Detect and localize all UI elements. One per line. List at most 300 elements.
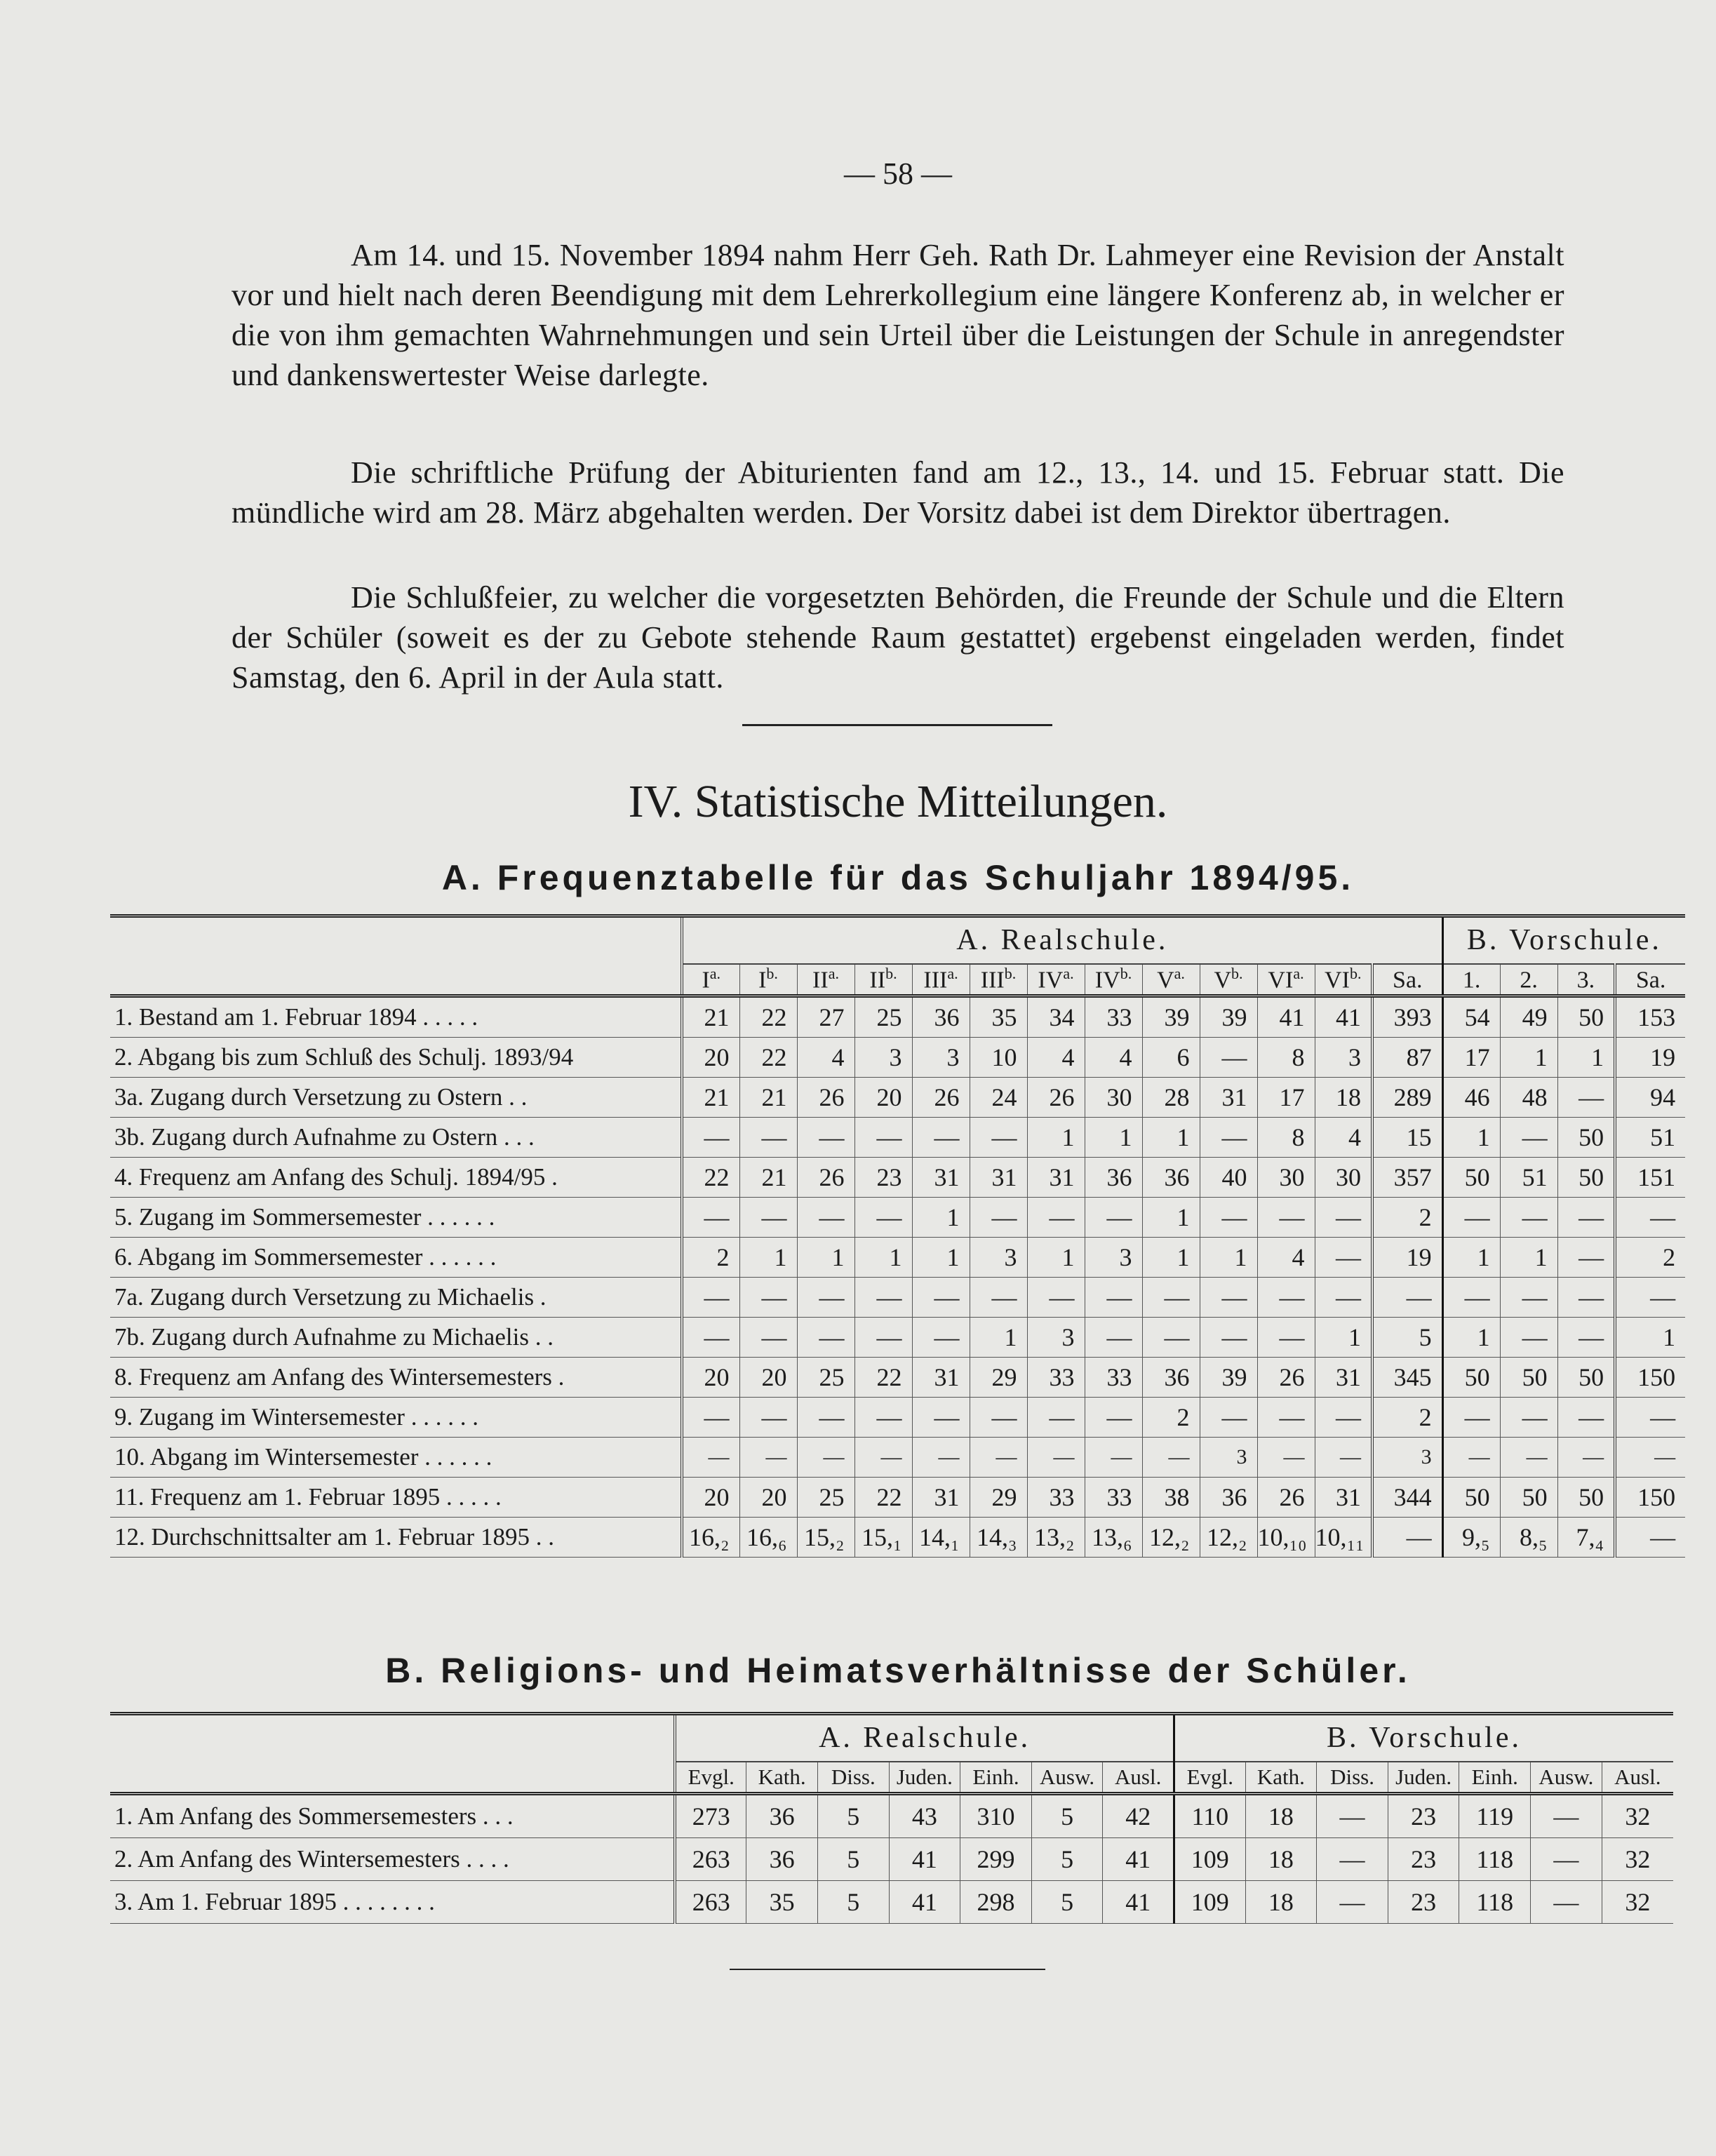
column-header-sup: a. <box>1174 965 1185 983</box>
table-cell: 50 <box>1557 1358 1615 1398</box>
table-cell: 31 <box>1315 1478 1372 1518</box>
table-cell: — <box>1557 1318 1615 1358</box>
column-header-base: I <box>702 967 710 993</box>
table-cell: — <box>1200 1198 1257 1238</box>
table-cell: — <box>797 1198 854 1238</box>
separator-rule <box>730 1969 1045 1970</box>
row-label: 1. Bestand am 1. Februar 1894 . . . . . <box>110 996 682 1038</box>
table-cell: 1 <box>1442 1238 1500 1278</box>
table-cell: 29 <box>970 1478 1027 1518</box>
table-cell: 26 <box>1027 1078 1085 1118</box>
table-cell: — <box>1557 1398 1615 1438</box>
table-cell: 41 <box>889 1838 960 1881</box>
table-cell: — <box>1557 1278 1615 1318</box>
table-cell: — <box>797 1398 854 1438</box>
table-cell: 118 <box>1459 1881 1531 1924</box>
table-a-title: A. Frequenztabelle für das Schuljahr 1894/95. <box>441 858 1355 897</box>
table-cell: — <box>682 1278 739 1318</box>
table-cell: 151 <box>1615 1158 1685 1198</box>
table-cell: 31 <box>1200 1078 1257 1118</box>
religion-table <box>110 1712 1673 1924</box>
table-cell: — <box>854 1398 912 1438</box>
table-cell: — <box>739 1118 797 1158</box>
table-cell: — <box>1500 1198 1557 1238</box>
table-cell: — <box>1500 1438 1557 1478</box>
table-cell: — <box>739 1318 797 1358</box>
table-row <box>110 1881 1673 1924</box>
table-cell: 16,₆ <box>739 1518 797 1558</box>
column-header <box>1500 964 1557 996</box>
column-header <box>1142 964 1200 996</box>
table-cell: 10,₁₀ <box>1257 1518 1315 1558</box>
table-cell: 150 <box>1615 1478 1685 1518</box>
column-header <box>1372 964 1442 996</box>
table-cell: — <box>1027 1398 1085 1438</box>
table-cell: — <box>854 1118 912 1158</box>
table-cell: 33 <box>1027 1478 1085 1518</box>
table-cell: — <box>1531 1881 1602 1924</box>
table-cell: — <box>970 1198 1027 1238</box>
table-cell: — <box>1615 1198 1685 1238</box>
table-cell: — <box>1557 1438 1615 1478</box>
table-cell: — <box>854 1318 912 1358</box>
column-header-sup: b. <box>1004 965 1017 983</box>
table-cell: 31 <box>912 1358 970 1398</box>
column-header-sup: a. <box>947 965 958 983</box>
table-cell: 21 <box>739 1158 797 1198</box>
column-header: Juden. <box>1388 1762 1459 1794</box>
table-cell: 50 <box>1557 996 1615 1038</box>
table-cell: 119 <box>1459 1794 1531 1838</box>
column-header-base: III <box>980 967 1005 993</box>
table-cell: 42 <box>1103 1794 1174 1838</box>
table-cell: — <box>1085 1398 1142 1438</box>
column-header-sup: a. <box>709 965 721 983</box>
table-cell: 1 <box>739 1238 797 1278</box>
table-cell: 5 <box>1031 1794 1103 1838</box>
table-cell: 17 <box>1442 1038 1500 1078</box>
table-cell: 31 <box>912 1478 970 1518</box>
table-cell: — <box>1315 1438 1372 1478</box>
table-cell: 344 <box>1372 1478 1442 1518</box>
table-cell: 39 <box>1200 1358 1257 1398</box>
table-cell: — <box>682 1198 739 1238</box>
table-cell: 41 <box>889 1881 960 1924</box>
table-cell: — <box>1442 1438 1500 1478</box>
table-cell: — <box>739 1398 797 1438</box>
table-cell: 39 <box>1200 996 1257 1038</box>
table-cell: 12,₂ <box>1142 1518 1200 1558</box>
paragraph-revision: Am 14. und 15. November 1894 nahm Herr Geh. Rath Dr. Lahmeyer eine Revision der Anstalt vor und hielt nach deren Beendigung mit dem Lehrerkollegium eine längere Konferenz ab, in welcher er die von ihm gemachten Wahrnehmungen und sein Urteil über die Leistungen der Schule in anregendster und dankenswertester Weise darlegte. <box>232 238 1564 392</box>
column-header-sup: b. <box>766 965 778 983</box>
table-cell: — <box>1317 1838 1388 1881</box>
table-cell: — <box>970 1118 1027 1158</box>
column-header-base: 2. <box>1520 967 1538 993</box>
table-cell: 109 <box>1174 1881 1246 1924</box>
table-cell: 263 <box>675 1881 746 1924</box>
frequency-table <box>110 914 1685 1558</box>
row-label: 2. Am Anfang des Wintersemesters . . . . <box>110 1838 675 1881</box>
row-label: 9. Zugang im Wintersemester . . . . . . <box>110 1398 682 1438</box>
table-cell: 289 <box>1372 1078 1442 1118</box>
table-cell: 14,₃ <box>970 1518 1027 1558</box>
table-cell: 50 <box>1557 1118 1615 1158</box>
table-cell: 30 <box>1315 1158 1372 1198</box>
label-header <box>110 916 682 996</box>
table-cell: 23 <box>1388 1838 1459 1881</box>
table-row <box>110 1518 1685 1558</box>
table-cell: — <box>1142 1278 1200 1318</box>
column-header-base: 1. <box>1462 967 1481 993</box>
table-cell: 1 <box>1085 1118 1142 1158</box>
table-cell: 345 <box>1372 1358 1442 1398</box>
table-cell: 118 <box>1459 1838 1531 1881</box>
table-cell: — <box>1257 1398 1315 1438</box>
table-cell: 3 <box>1372 1438 1442 1478</box>
table-cell: 20 <box>739 1358 797 1398</box>
table-cell: 298 <box>960 1881 1032 1924</box>
row-label: 12. Durchschnittsalter am 1. Februar 1895 . . <box>110 1518 682 1558</box>
table-cell: 310 <box>960 1794 1032 1838</box>
table-cell: — <box>1257 1438 1315 1478</box>
column-header-base: IV <box>1094 967 1120 993</box>
table-cell: — <box>1372 1278 1442 1318</box>
column-header-sup: a. <box>1293 965 1304 983</box>
row-label: 10. Abgang im Wintersemester . . . . . . <box>110 1438 682 1478</box>
table-cell: 20 <box>682 1478 739 1518</box>
column-header <box>1615 964 1685 996</box>
table-cell: 5 <box>1031 1838 1103 1881</box>
group-header-vorschule: B. Vorschule. <box>1174 1714 1674 1762</box>
column-header-base: II <box>812 967 829 993</box>
table-cell: 39 <box>1142 996 1200 1038</box>
table-cell: 35 <box>970 996 1027 1038</box>
table-cell: — <box>1372 1518 1442 1558</box>
column-header: Ausl. <box>1103 1762 1174 1794</box>
column-header <box>1315 964 1372 996</box>
table-cell: 10,₁₁ <box>1315 1518 1372 1558</box>
table-cell: 1 <box>1142 1238 1200 1278</box>
table-cell: 43 <box>889 1794 960 1838</box>
table-cell: 24 <box>970 1078 1027 1118</box>
table-cell: 1 <box>797 1238 854 1278</box>
table-cell: 5 <box>1031 1881 1103 1924</box>
table-row <box>110 1278 1685 1318</box>
table-cell: 18 <box>1245 1838 1317 1881</box>
table-cell: — <box>970 1278 1027 1318</box>
paragraph-closing-ceremony: Die Schlußfeier, zu welcher die vorgesetzten Behörden, die Freunde der Schule und die Eltern der Schüler (soweit es der zu Gebote stehende Raum gestattet) ergebenst eingeladen werden, findet Samstag, den 6. April in der Aula statt. <box>232 580 1564 695</box>
column-header-sup: b. <box>885 965 897 983</box>
table-cell: 1 <box>1142 1118 1200 1158</box>
table-row <box>110 1318 1685 1358</box>
table-cell: — <box>682 1398 739 1438</box>
table-cell: — <box>1315 1278 1372 1318</box>
table-row <box>110 1158 1685 1198</box>
row-label: 11. Frequenz am 1. Februar 1895 . . . . . <box>110 1478 682 1518</box>
table-cell: 2 <box>682 1238 739 1278</box>
table-cell: 18 <box>1245 1881 1317 1924</box>
table-cell: 5 <box>817 1881 889 1924</box>
table-cell: — <box>1142 1438 1200 1478</box>
table-cell: 49 <box>1500 996 1557 1038</box>
table-row <box>110 1478 1685 1518</box>
table-cell: 1 <box>1442 1118 1500 1158</box>
row-label: 7b. Zugang durch Aufnahme zu Michaelis . . <box>110 1318 682 1358</box>
table-cell: 3 <box>1027 1318 1085 1358</box>
table-cell: 36 <box>1142 1358 1200 1398</box>
column-header-sup: a. <box>1063 965 1074 983</box>
column-header <box>739 964 797 996</box>
table-cell: — <box>1027 1278 1085 1318</box>
table-cell: 18 <box>1245 1794 1317 1838</box>
table-cell: — <box>797 1318 854 1358</box>
row-label: 8. Frequenz am Anfang des Wintersemesters . <box>110 1358 682 1398</box>
table-cell: — <box>1500 1318 1557 1358</box>
table-cell: 28 <box>1142 1078 1200 1118</box>
table-cell: 17 <box>1257 1078 1315 1118</box>
table-cell: 8,₅ <box>1500 1518 1557 1558</box>
table-cell: 50 <box>1500 1358 1557 1398</box>
table-cell: 35 <box>746 1881 818 1924</box>
table-cell: 393 <box>1372 996 1442 1038</box>
table-cell: 1 <box>1315 1318 1372 1358</box>
table-cell: 1 <box>1500 1238 1557 1278</box>
table-row <box>110 1198 1685 1238</box>
table-cell: — <box>1615 1398 1685 1438</box>
table-cell: 30 <box>1085 1078 1142 1118</box>
column-header <box>682 964 739 996</box>
table-cell: 2 <box>1372 1198 1442 1238</box>
table-cell: 33 <box>1027 1358 1085 1398</box>
table-cell: 23 <box>1388 1881 1459 1924</box>
table-cell: — <box>797 1278 854 1318</box>
table-cell: 36 <box>746 1794 818 1838</box>
table-cell: 21 <box>739 1078 797 1118</box>
column-header: Ausl. <box>1602 1762 1673 1794</box>
table-cell: — <box>1085 1198 1142 1238</box>
table-row <box>110 1078 1685 1118</box>
table-cell: 299 <box>960 1838 1032 1881</box>
table-cell: — <box>912 1398 970 1438</box>
table-cell: 1 <box>1142 1198 1200 1238</box>
table-cell: 22 <box>739 996 797 1038</box>
table-cell: — <box>1085 1318 1142 1358</box>
column-header: Einh. <box>960 1762 1032 1794</box>
table-cell: 22 <box>854 1358 912 1398</box>
table-cell: — <box>912 1278 970 1318</box>
row-label: 3a. Zugang durch Versetzung zu Ostern . . <box>110 1078 682 1118</box>
table-cell: 50 <box>1500 1478 1557 1518</box>
column-header: Kath. <box>746 1762 818 1794</box>
column-header: Ausw. <box>1031 1762 1103 1794</box>
table-cell: 1 <box>1615 1318 1685 1358</box>
table-row <box>110 1358 1685 1398</box>
table-cell: 3 <box>1200 1438 1257 1478</box>
column-header-base: II <box>869 967 886 993</box>
group-header-vorschule: B. Vorschule. <box>1442 916 1685 964</box>
table-cell: — <box>970 1438 1027 1478</box>
column-header <box>854 964 912 996</box>
table-cell: 36 <box>1085 1158 1142 1198</box>
group-header-realschule: A. Realschule. <box>682 916 1442 964</box>
table-row <box>110 1794 1673 1838</box>
table-row <box>110 1838 1673 1881</box>
row-label: 7a. Zugang durch Versetzung zu Michaelis . <box>110 1278 682 1318</box>
table-cell: 14,₁ <box>912 1518 970 1558</box>
table-cell: 22 <box>854 1478 912 1518</box>
table-cell: — <box>912 1118 970 1158</box>
table-cell: — <box>912 1318 970 1358</box>
paragraph-exam: Die schriftliche Prüfung der Abiturienten fand am 12., 13., 14. und 15. Februar statt. Die mündliche wird am 28. März abgehalten werden. Der Vorsitz dabei ist dem Direktor übertragen. <box>232 455 1564 530</box>
table-cell: 109 <box>1174 1838 1246 1881</box>
column-header: Ausw. <box>1531 1762 1602 1794</box>
table-cell: 32 <box>1602 1794 1673 1838</box>
column-header-base: Sa. <box>1635 967 1666 993</box>
table-cell: 38 <box>1142 1478 1200 1518</box>
table-cell: 54 <box>1442 996 1500 1038</box>
table-cell: — <box>682 1118 739 1158</box>
column-header <box>970 964 1027 996</box>
column-header <box>1557 964 1615 996</box>
table-cell: 7,₄ <box>1557 1518 1615 1558</box>
table-cell: — <box>739 1438 797 1478</box>
column-header: Evgl. <box>1174 1762 1246 1794</box>
table-cell: 22 <box>739 1038 797 1078</box>
table-cell: 22 <box>682 1158 739 1198</box>
row-label: 3b. Zugang durch Aufnahme zu Ostern . . . <box>110 1118 682 1158</box>
column-header-base: V <box>1157 967 1174 993</box>
table-cell: 30 <box>1257 1158 1315 1198</box>
table-cell: 26 <box>1257 1478 1315 1518</box>
table-cell: — <box>1142 1318 1200 1358</box>
table-cell: 33 <box>1085 1358 1142 1398</box>
table-row <box>110 1438 1685 1478</box>
table-cell: 50 <box>1442 1478 1500 1518</box>
row-label: 6. Abgang im Sommersemester . . . . . . <box>110 1238 682 1278</box>
table-b-title: B. Religions- und Heimatsverhältnisse der Schüler. <box>385 1651 1411 1690</box>
table-cell: 153 <box>1615 996 1685 1038</box>
table-cell: 4 <box>1085 1038 1142 1078</box>
table-cell: 29 <box>970 1358 1027 1398</box>
table-cell: 20 <box>854 1078 912 1118</box>
table-cell: 33 <box>1085 996 1142 1038</box>
table-cell: — <box>682 1318 739 1358</box>
table-cell: 50 <box>1557 1478 1615 1518</box>
table-cell: 15,₂ <box>797 1518 854 1558</box>
table-cell: 357 <box>1372 1158 1442 1198</box>
table-cell: 32 <box>1602 1881 1673 1924</box>
section-title: IV. Statistische Mitteilungen. <box>628 776 1168 827</box>
table-cell: 31 <box>970 1158 1027 1198</box>
column-header-base: IV <box>1038 967 1064 993</box>
table-cell: 41 <box>1315 996 1372 1038</box>
table-cell: 8 <box>1257 1038 1315 1078</box>
table-cell: 15,₁ <box>854 1518 912 1558</box>
column-header-base: 3. <box>1576 967 1595 993</box>
column-header-base: I <box>758 967 767 993</box>
table-cell: 36 <box>1142 1158 1200 1198</box>
column-header-base: VI <box>1325 967 1350 993</box>
column-header: Kath. <box>1245 1762 1317 1794</box>
table-cell: — <box>1085 1278 1142 1318</box>
column-header-base: V <box>1214 967 1232 993</box>
column-header-base: Sa. <box>1393 967 1423 993</box>
table-cell: 3 <box>970 1238 1027 1278</box>
table-cell: 5 <box>817 1838 889 1881</box>
table-cell: — <box>1200 1278 1257 1318</box>
table-cell: — <box>1615 1438 1685 1478</box>
table-cell: — <box>1200 1118 1257 1158</box>
table-cell: 46 <box>1442 1078 1500 1118</box>
table-cell: 31 <box>912 1158 970 1198</box>
table-cell: 1 <box>1027 1238 1085 1278</box>
table-row <box>110 996 1685 1038</box>
table-cell: — <box>1315 1238 1372 1278</box>
table-cell: 4 <box>1315 1118 1372 1158</box>
table-cell: 13,₂ <box>1027 1518 1085 1558</box>
table-cell: — <box>1200 1318 1257 1358</box>
column-header-sup: b. <box>1231 965 1243 983</box>
group-header-realschule: A. Realschule. <box>675 1714 1174 1762</box>
table-cell: — <box>797 1438 854 1478</box>
table-cell: — <box>854 1278 912 1318</box>
table-cell: 1 <box>1200 1238 1257 1278</box>
column-header <box>912 964 970 996</box>
table-cell: 27 <box>797 996 854 1038</box>
table-cell: 94 <box>1615 1078 1685 1118</box>
table-cell: 3 <box>1315 1038 1372 1078</box>
column-header: Diss. <box>1317 1762 1388 1794</box>
table-cell: 51 <box>1615 1118 1685 1158</box>
table-cell: 6 <box>1142 1038 1200 1078</box>
table-cell: 33 <box>1085 1478 1142 1518</box>
table-cell: — <box>797 1118 854 1158</box>
page-number: — 58 — <box>844 156 952 191</box>
table-cell: 1 <box>1557 1038 1615 1078</box>
column-header <box>797 964 854 996</box>
table-cell: 41 <box>1103 1838 1174 1881</box>
table-cell: — <box>1500 1398 1557 1438</box>
table-cell: 2 <box>1615 1238 1685 1278</box>
table-cell: 1 <box>912 1198 970 1238</box>
table-cell: 23 <box>854 1158 912 1198</box>
table-cell: 1 <box>1027 1118 1085 1158</box>
table-cell: — <box>1027 1438 1085 1478</box>
column-header-base: III <box>923 967 948 993</box>
row-label: 4. Frequenz am Anfang des Schulj. 1894/95 . <box>110 1158 682 1198</box>
table-cell: 51 <box>1500 1158 1557 1198</box>
table-cell: — <box>1557 1238 1615 1278</box>
table-cell: — <box>1200 1398 1257 1438</box>
table-cell: — <box>1315 1398 1372 1438</box>
table-cell: 19 <box>1615 1038 1685 1078</box>
column-header: Juden. <box>889 1762 960 1794</box>
table-cell: — <box>1615 1518 1685 1558</box>
column-header <box>1442 964 1500 996</box>
table-cell: 21 <box>682 996 739 1038</box>
table-cell: — <box>682 1438 739 1478</box>
row-label: 3. Am 1. Februar 1895 . . . . . . . . <box>110 1881 675 1924</box>
table-cell: — <box>1257 1198 1315 1238</box>
table-cell: 1 <box>970 1318 1027 1358</box>
table-cell: 26 <box>797 1078 854 1118</box>
table-cell: — <box>739 1198 797 1238</box>
table-cell: — <box>970 1398 1027 1438</box>
table-cell: 150 <box>1615 1358 1685 1398</box>
table-cell: 12,₂ <box>1200 1518 1257 1558</box>
table-cell: 50 <box>1557 1158 1615 1198</box>
table-cell: — <box>1085 1438 1142 1478</box>
